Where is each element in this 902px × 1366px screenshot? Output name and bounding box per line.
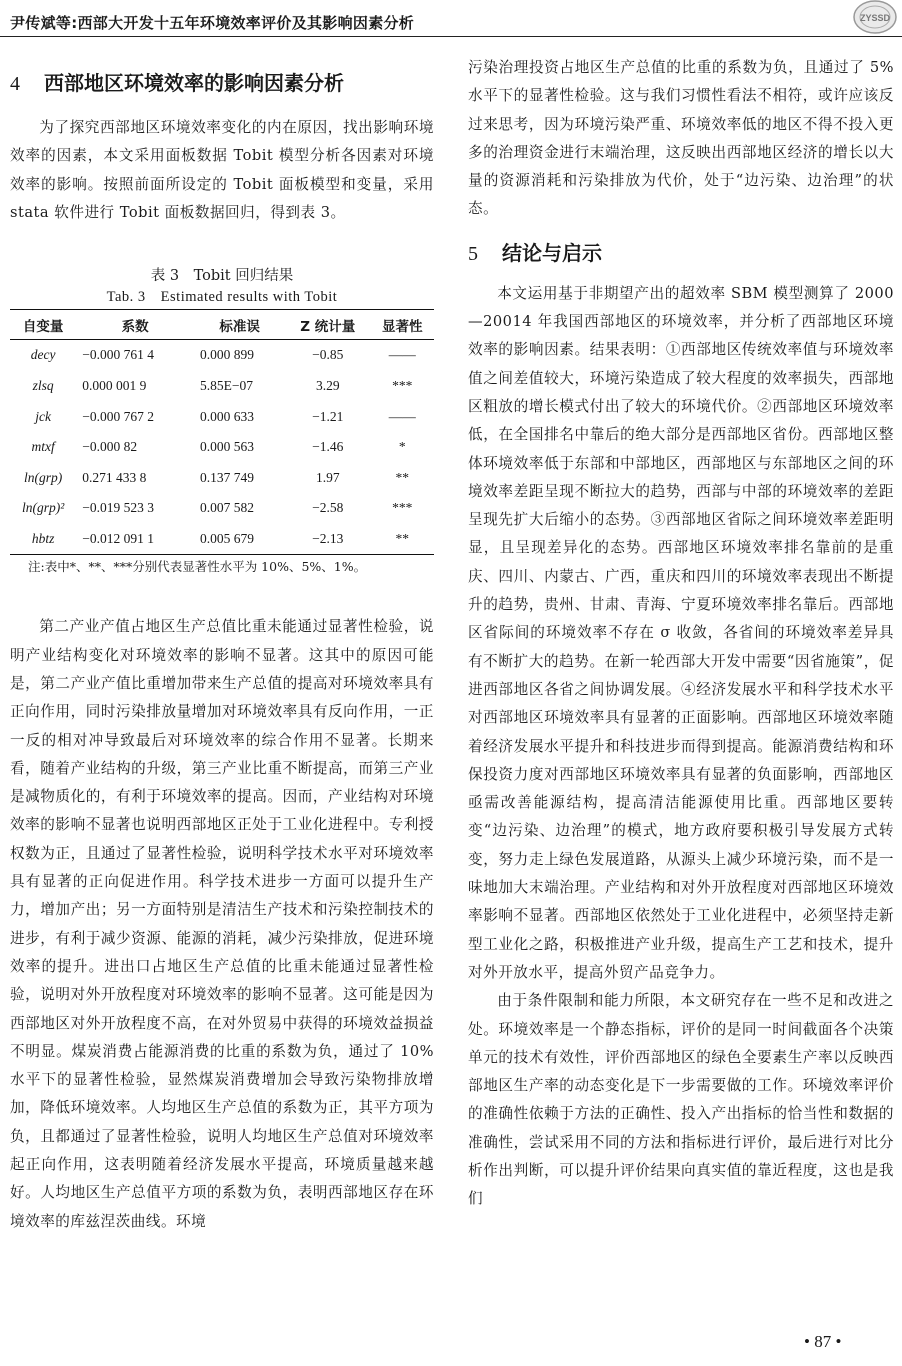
col-header: Z 统计量: [285, 310, 370, 340]
variable-cell: mtxf: [31, 439, 55, 455]
table-note: 注:表中*、**、***分别代表显著性水平为 10%、5%、1%。: [28, 559, 367, 575]
se-cell: 0.137 749: [199, 469, 254, 485]
section-5-heading: [468, 232, 894, 274]
sig-cell: *: [398, 439, 406, 455]
table-row: [10, 493, 434, 524]
coef-cell: 0.271 433 8: [82, 469, 147, 485]
section-4-intro: 为了探究西部地区环境效率变化的内在原因，找出影响环境效率的因素，本文采用面板数据 Tobit 模型分析各因素对环境效率的影响。按照前面所设定的 Tobit 面板模型和变量，采用 stata 软件进行 Tobit 面板数据回归，得到表 3。: [10, 119, 434, 221]
coef-cell: −0.000 82: [82, 439, 138, 455]
se-cell: 0.000 563: [199, 439, 254, 455]
table-3-caption: 表 3 Tobit 回归结果: [150, 268, 294, 285]
table-row: [10, 524, 434, 555]
z-cell: −2.13: [285, 524, 370, 555]
page-number: • 87 •: [804, 1332, 842, 1351]
left-column: [10, 62, 434, 1236]
sig-cell: ***: [392, 378, 413, 394]
sig-cell: **: [395, 469, 409, 485]
regression-table: [10, 309, 434, 555]
section-5-title: 结论与启示: [502, 240, 602, 265]
col-header: 标准误: [194, 310, 285, 340]
se-cell: 5.85E−07: [199, 378, 253, 394]
z-cell: 3.29: [315, 378, 340, 394]
coef-cell: −0.000 761 4: [82, 347, 154, 363]
variable-cell: hbtz: [10, 524, 76, 555]
se-cell: 0.000 633: [199, 408, 254, 424]
section-5-number: 5: [468, 242, 478, 265]
section-4-number: 4: [10, 73, 20, 95]
section-4-heading: [10, 62, 434, 104]
table-row: [10, 340, 434, 371]
z-cell: −2.58: [312, 500, 344, 516]
left-body-text: 第二产业产值占地区生产总值比重未能通过显著性检验，说明产业结构变化对环境效率的影响不显著。这其中的原因可能是，第二产业产值比重增加带来生产总值的提高对环境效率具有正向作用，同时污染排放量增加对环境效率具有反向作用，一正一反的相对冲导致最后对环境效率的综合作用不显著。长期来看，随着产业结构的升级，第三产业比重不断提高，而第三产业是减物质化的，有利于环境效率的提高。因而，产业结构对环境效率的影响不显著也说明西部地区正处于工业化进程中。专利授权数为正，且通过了显著性检验，说明科学技术水平对环境效率具有显著的正向促进作用。科学技术进步一方面可以提升生产力，增加产出；另一方面特别是清洁生产技术和污染控制技术的进步，有利于减少资源、能源的消耗，减少污染排放，促进环境效率的提升。进出口占地区生产总值的比重未能通过显著性检验，说明对外开放程度对环境效率的影响不显著。这可能是因为西部地区对外开放程度不高，在对外贸易中获得的环境效益损益不明显。煤炭消费占能源消费的比重的系数为负，通过了 10% 水平下的显著性检验，显然煤炭消费增加会导致污染物排放增加，降低环境效率。人均地区生产总值的系数为正，其平方项为负，且都通过了显著性检验，说明人均地区生产总值对环境效率起正向作用，这表明随着经济发展水平提高，环境质量越来越好。人均地区生产总值平方项的系数为负，表明西部地区存在环境效率的库兹涅茨曲线。环境: [10, 618, 434, 1230]
sig-cell: ——: [388, 408, 416, 424]
z-cell: −1.46: [312, 439, 344, 455]
page-header: [0, 0, 902, 34]
right-column: [468, 54, 894, 1214]
table-row: [10, 463, 434, 494]
col-header: 系数: [76, 310, 194, 340]
coef-cell: 0.000 001 9: [82, 378, 147, 394]
svg-text:ZYSSD: ZYSSD: [859, 13, 891, 23]
coef-cell: −0.000 767 2: [82, 408, 154, 424]
variable-cell: zlsq: [32, 378, 54, 394]
right-continued-text: 污染治理投资占地区生产总值的比重的系数为负，且通过了 5% 水平下的显著性检验。这与我们习惯性看法不相符，或许应该反过来思考，因为环境污染严重、环境效率低的地区不得不投入更多的治理资金进行末端治理，这反映出西部地区经济的增长以大量的资源消耗和污染排放为代价，处于“边污染、边治理”的状态。: [468, 59, 894, 218]
col-header: 自变量: [10, 310, 76, 340]
se-cell: 0.000 899: [199, 347, 254, 363]
sig-cell: **: [370, 524, 434, 555]
running-title: 尹传斌等:西部大开发十五年环境效率评价及其影响因素分析: [10, 14, 415, 32]
variable-cell: decy: [30, 347, 56, 363]
header-rule: [0, 36, 902, 37]
coef-cell: −0.012 091 1: [76, 524, 194, 555]
variable-cell: ln(grp)²: [21, 500, 65, 516]
coef-cell: −0.019 523 3: [82, 500, 154, 516]
section-4-title: 西部地区环境效率的影响因素分析: [44, 71, 344, 95]
sig-cell: ***: [392, 500, 413, 516]
table-row: [10, 371, 434, 402]
sig-cell: ——: [388, 347, 416, 363]
section-5-para-2: 由于条件限制和能力所限，本文研究存在一些不足和改进之处。环境效率是一个静态指标，评价的是同一时间截面各个决策单元的技术有效性，评价西部地区的绿色全要素生产率以反映西部地区生产率的动态变化是下一步需要做的工作。环境效率评价的准确性依赖于方法的正确性、投入产出指标的恰当性和数据的准确性，尝试采用不同的方法和指标进行评价，最后进行对比分析作出判断，可以提升评价结果向真实值的靠近程度，这也是我们: [468, 992, 894, 1208]
se-cell: 0.005 679: [194, 524, 285, 555]
se-cell: 0.007 582: [199, 500, 254, 516]
col-header: 显著性: [370, 310, 434, 340]
section-5-para-1: 本文运用基于非期望产出的超效率 SBM 模型测算了 2000—20014 年我国西部地区的环境效率，并分析了西部地区环境效率的影响因素。结果表明：①西部地区传统效率值与环境效率值之间差值较大，环境污染造成了较大程度的效率损失，西部地区粗放的增长模式付出了较大的环境代价。②西部地区环境效率低，在全国排名中靠后的绝大部分是西部地区省份。西部地区整体环境效率低于东部和中部地区，西部地区与东部地区之间的环境效率差距呈现不断拉大的趋势，西部与中部的环境效率的差距呈现先扩大后缩小的态势。③西部地区省际之间环境效率差距明显，且呈现差异化的态势。西部地区环境效率排名靠前的是重庆、四川、内蒙古、广西，重庆和四川的环境效率表现出不断提升的趋势，贵州、甘肃、青海、宁夏环境效率排名靠后。西部地区省际间的环境效率不存在 σ 收敛，各省间的环境效率差异具有不断扩大的趋势。在新一轮西部大开发中需要“因省施策”，促进西部地区各省之间协调发展。④经济发展水平和科学技术水平对西部地区环境效率具有显著的正面影响。西部地区环境效率随着经济发展水平提升和科技进步而得到提高。能源消费结构和环保投资力度对西部地区环境效率具有显著的负面影响，西部地区亟需改善能源结构，提高清洁能源使用比重。西部地区要转变“边污染、边治理”的模式，地方政府要积极引导发展方式转变，努力走上绿色发展道路，从源头上减少环境污染，而不是一味地加大末端治理。产业结构和对外开放程度对西部地区环境效率影响不显著。西部地区依然处于工业化进程中，必须坚持走新型工业化之路，积极推进产业升级，提高生产工艺和技术，提升对外开放水平，提高外贸产品竞争力。: [468, 284, 894, 981]
z-cell: −1.21: [312, 408, 344, 424]
z-cell: 1.97: [315, 469, 340, 485]
variable-cell: ln(grp): [23, 469, 63, 485]
z-cell: −0.85: [312, 347, 344, 363]
table-header-row: [10, 310, 434, 340]
table-row: [10, 401, 434, 432]
table-3-caption-en: Tab. 3 Estimated results with Tobit: [106, 289, 338, 306]
variable-cell: jck: [35, 408, 51, 424]
table-row: [10, 432, 434, 463]
journal-logo: [852, 0, 898, 34]
